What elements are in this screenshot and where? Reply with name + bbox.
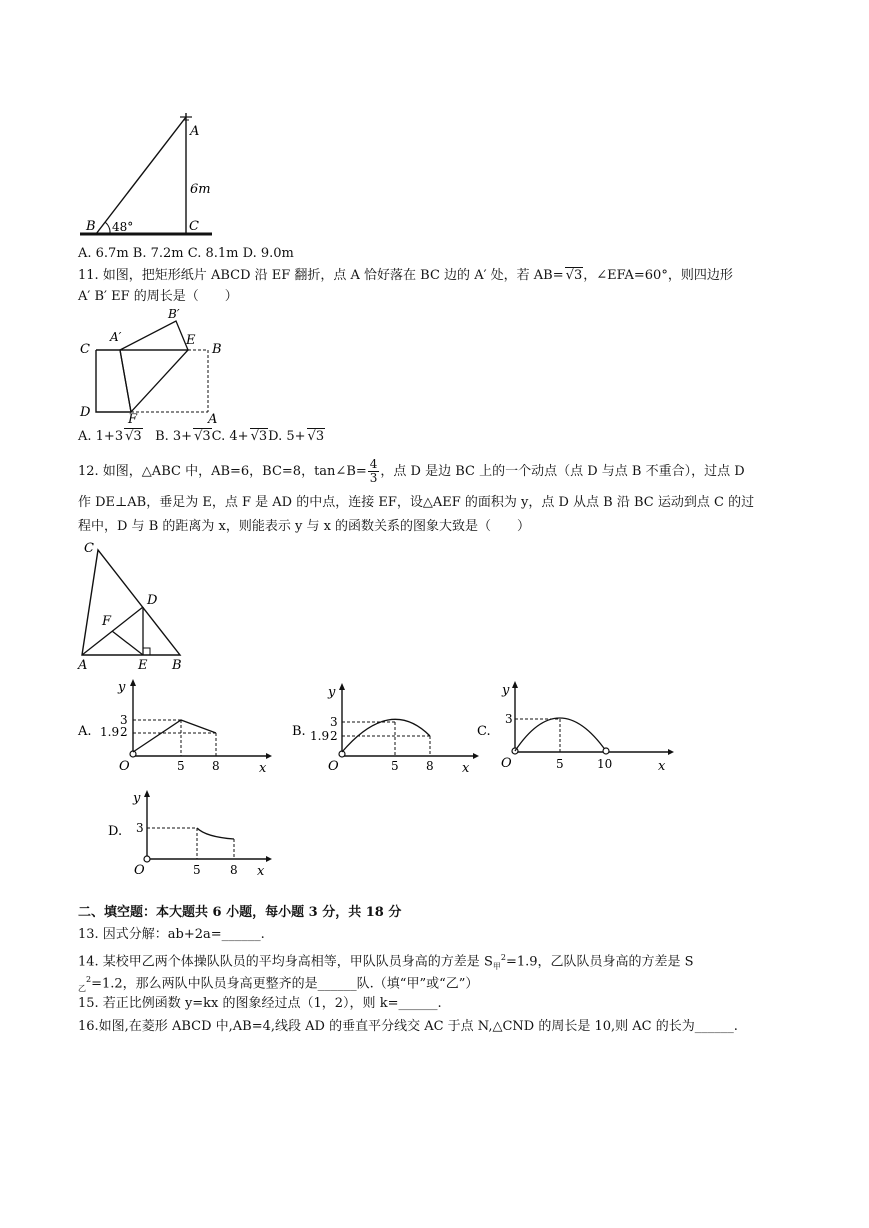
q12-label-F: F xyxy=(102,614,112,629)
q11-opt-b-sqrt: √ 3 xyxy=(193,428,212,445)
q13: 13. 因式分解：ab+2a=______. xyxy=(78,927,265,942)
q12-label-D: D xyxy=(147,593,158,608)
q12-frac-den: 3 xyxy=(369,471,378,485)
q10-label-C: C xyxy=(189,219,199,234)
q12-graph-d-ytick-3: 3 xyxy=(136,821,144,835)
q14-sub-yi: 乙 xyxy=(78,983,86,993)
q11-opt-a-sqrt: √ 3 xyxy=(124,428,143,445)
q10-label-height: 6m xyxy=(190,182,211,197)
q12-graph-c xyxy=(475,676,675,776)
q12-graph-d-y: y xyxy=(133,791,141,806)
q12-tan-fraction xyxy=(368,458,380,485)
q12-graph-b-label: B. xyxy=(292,724,306,739)
q11-label-B: B xyxy=(212,342,222,357)
q11-options xyxy=(78,428,325,445)
q12-graph-c-label: C. xyxy=(477,724,491,739)
q10-label-A: A xyxy=(190,124,200,139)
q12-graph-a-xtick-8: 8 xyxy=(212,759,220,773)
q11-opt-d: D. 5+ xyxy=(268,429,306,444)
q12-graph-b-xtick-8: 8 xyxy=(426,759,434,773)
q12-label-B: B xyxy=(172,658,182,673)
q12-graph-c-xtick-5: 5 xyxy=(556,757,564,771)
q12-graph-a-ytick-19: 1.9 xyxy=(100,725,120,739)
q12-graph-c-ytick-3: 3 xyxy=(505,712,513,726)
q14-sup-1: 2 xyxy=(500,953,506,962)
q12-label-A: A xyxy=(78,658,88,673)
q12-graph-c-xtick-10: 10 xyxy=(597,757,613,771)
q12-line3: 程中，D 与 B 的距离为 x，则能表示 y 与 x 的函数关系的图象大致是（ ） xyxy=(78,519,531,534)
q11-figure xyxy=(76,306,236,424)
q12-line1 xyxy=(78,458,745,486)
q12-label-E: E xyxy=(138,658,148,673)
q14-line2-text: =1.2，那么两队中队员身高更整齐的是______队.（填“甲”或“乙”） xyxy=(91,976,479,992)
q12-graph-d-label: D. xyxy=(108,824,123,839)
q12-graph-a-xtick-5: 5 xyxy=(177,759,185,773)
q12-line1-a: 12. 如图，△ABC 中，AB=6，BC=8，tan∠B= xyxy=(78,464,367,479)
section2-heading: 二、填空题：本大题共 6 小题，每小题 3 分，共 18 分 xyxy=(78,905,402,920)
q11-opt-d-sqrt: √ 3 xyxy=(307,428,326,445)
q14-line1-a: 14. 某校甲乙两个体操队队员的平均身高相等，甲队队员身高的方差是 S xyxy=(78,954,493,970)
q12-graph-b-origin: O xyxy=(328,759,339,774)
q12-graph-a-y: y xyxy=(118,680,126,695)
q12-graph-d-x: x xyxy=(257,864,265,879)
q10-label-angle: 48° xyxy=(112,220,134,234)
q12-frac-num: 4 xyxy=(369,457,378,471)
q11-label-B1: B′ xyxy=(168,307,180,321)
q11-line1 xyxy=(78,267,733,284)
q12-graph-d-origin: O xyxy=(134,863,145,878)
q12-graph-b-xtick-5: 5 xyxy=(391,759,399,773)
q11-label-A: A xyxy=(208,412,218,424)
q12-graph-a-ytick-2: 2 xyxy=(120,725,128,739)
q11-label-C: C xyxy=(80,342,90,357)
q12-graph-a-label: A. xyxy=(78,724,92,739)
q11-label-F: F xyxy=(128,412,138,424)
q12-graph-a-ytick-3: 3 xyxy=(120,713,128,727)
q14-line1-b: =1.9，乙队队员身高的方差是 S xyxy=(505,954,694,970)
q12-graph-a-origin: O xyxy=(119,759,130,774)
q15: 15. 若正比例函数 y=kx 的图象经过点（1，2），则 k=______. xyxy=(78,996,442,1011)
q11-opt-c: C. 4+ xyxy=(211,429,249,444)
q12-graph-b-ytick-19: 1.9 xyxy=(310,729,330,743)
q12-line2: 作 DE⊥AB，垂足为 E，点 F 是 AD 的中点，连接 EF，设△AEF 的面积为 y，点 D 从点 B 沿 BC 运动到点 C 的过 xyxy=(78,495,755,510)
q12-graph-a-x: x xyxy=(259,761,267,776)
q12-graph-b-ytick-2: 2 xyxy=(330,729,338,743)
q11-line1-sqrt: √ 3 xyxy=(565,267,584,284)
q11-line1-a: 11. 如图，把矩形纸片 ABCD 沿 EF 翻折，点 A 恰好落在 BC 边的 A′ 处，若 AB= xyxy=(78,268,564,283)
q14-sub-jia: 甲 xyxy=(492,961,501,971)
q11-opt-c-sqrt: √ 3 xyxy=(250,428,269,445)
q12-triangle-figure xyxy=(76,538,196,674)
q12-graph-a xyxy=(76,676,272,776)
q12-label-C: C xyxy=(84,541,94,556)
q12-graph-b-y: y xyxy=(328,685,336,700)
q14-line2 xyxy=(78,972,478,997)
q12-graph-c-x: x xyxy=(658,759,666,774)
q12-graph-d-xtick-8: 8 xyxy=(230,863,238,877)
q11-label-E: E xyxy=(186,333,196,348)
q12-graph-b-x: x xyxy=(462,761,470,776)
q12-graph-d-xtick-5: 5 xyxy=(193,863,201,877)
q14-sup-2: 2 xyxy=(86,975,92,984)
q10-label-B: B xyxy=(86,219,96,234)
q12-line1-b: ，点 D 是边 BC 上的一个动点（点 D 与点 B 不重合），过点 D xyxy=(380,464,745,479)
q11-label-A1: A′ xyxy=(110,330,122,344)
q10-options: A. 6.7m B. 7.2m C. 8.1m D. 9.0m xyxy=(78,246,294,261)
q11-opt-a: A. 1+3 xyxy=(78,429,124,444)
q11-opt-b: B. 3+ xyxy=(155,429,193,444)
q10-figure xyxy=(76,105,216,240)
q12-graph-c-origin: O xyxy=(501,756,512,771)
q12-graph-d xyxy=(106,785,276,881)
q16: 16.如图,在菱形 ABCD 中,AB=4,线段 AD 的垂直平分线交 AC 于点 N,△CND 的周长是 10,则 AC 的长为______. xyxy=(78,1019,738,1034)
q11-line2: A′ B′ EF 的周长是（ ） xyxy=(78,289,238,304)
q12-graph-b-ytick-3: 3 xyxy=(330,715,338,729)
q12-graph-c-y: y xyxy=(502,683,510,698)
q11-label-D: D xyxy=(80,405,91,420)
q11-line1-b: ，∠EFA=60°，则四边形 xyxy=(583,268,733,283)
q12-graph-b xyxy=(290,676,480,776)
